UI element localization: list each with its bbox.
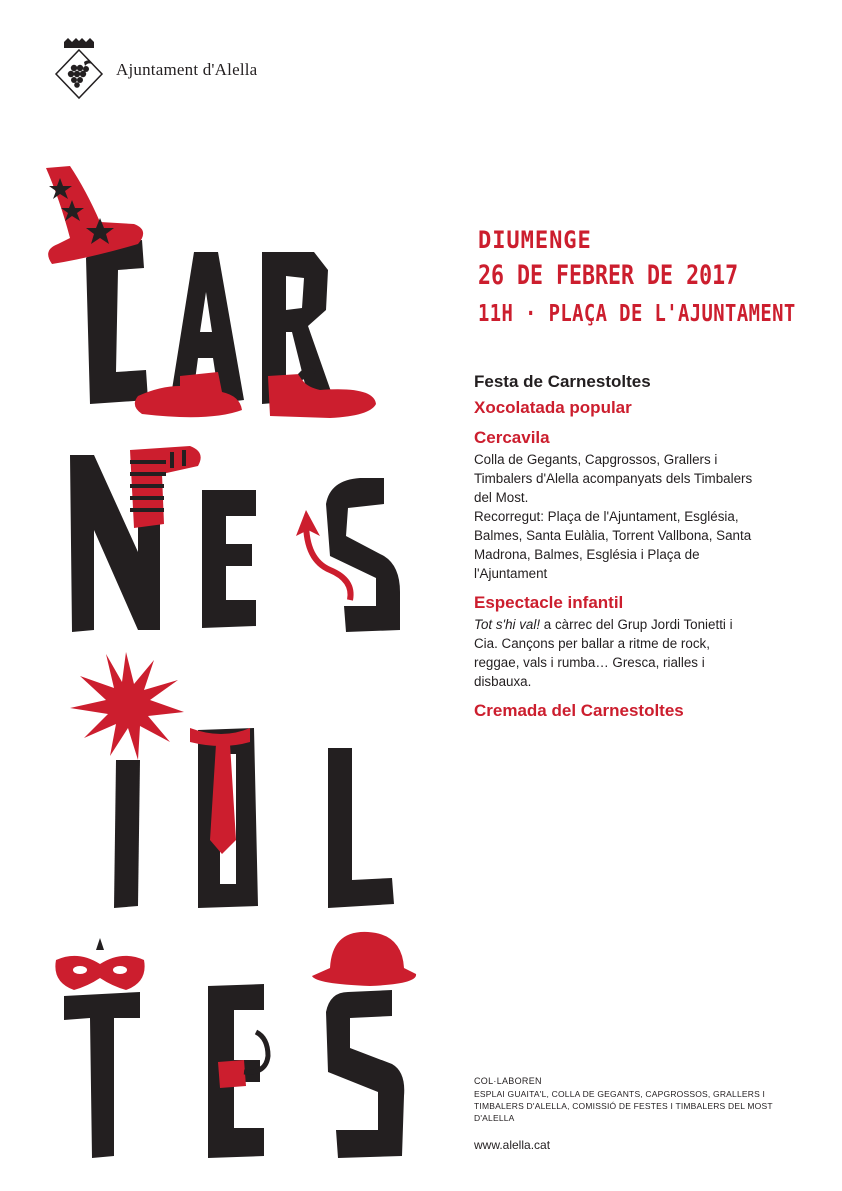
letter-e-2: [202, 490, 256, 628]
letter-l-3: [328, 748, 394, 908]
red-star-burst-icon: [70, 652, 184, 760]
program-item-title: Cercavila: [474, 428, 550, 447]
letter-c-1: [86, 240, 148, 404]
show-title: Tot s'hi val!: [474, 617, 541, 632]
event-date: 26 DE FEBRER DE 2017: [478, 260, 739, 291]
program-item-text: Colla de Gegants, Capgrossos, Grallers i Timbalers d'Alella acompanyats dels Timbalers del Most. Recorregut: Plaça de l'Ajuntament, Església, Balmes, Santa Eulàlia, Torrent Vallbona, Santa Madrona, Balmes, Església i Plaça de l'Ajuntament: [474, 452, 753, 581]
org-name: Ajuntament d'Alella: [116, 60, 258, 79]
event-day: DIUMENGE: [478, 226, 592, 254]
bowler-hat-icon: [312, 932, 416, 986]
collaborators-label: COL·LABOREN: [474, 1076, 542, 1086]
program-item-title: Cremada del Carnestoltes: [474, 701, 684, 720]
red-shoes-icon: [135, 367, 376, 418]
website-link[interactable]: www.alella.cat: [474, 1138, 551, 1152]
program: [474, 372, 814, 723]
program-heading: Festa de Carnestoltes: [474, 372, 651, 391]
letter-s-4: [326, 990, 404, 1158]
municipal-crest-icon: [54, 38, 104, 100]
letter-s-2: [326, 478, 400, 632]
letter-t-3: [114, 760, 140, 908]
program-item-title: Xocolatada popular: [474, 398, 632, 417]
carnival-mask-icon: [55, 938, 144, 990]
program-item-text: Tot s'hi val! a càrrec del Grup Jordi Tonietti i Cia. Cançons per ballar a ritme de rock, reggae, vals i rumba… Gresca, rialles i disbauxa.: [474, 617, 733, 689]
carnestoltes-title-art: [30, 160, 430, 1160]
footer: [474, 1076, 804, 1152]
collaborators-list: ESPLAI GUAITA'L, COLLA DE GEGANTS, CAPGROSSOS, GRALLERS I TIMBALERS D'ALELLA, COMISSIÓ DE FESTES I TIMBALERS DEL MOST D'ALELLA: [474, 1089, 773, 1123]
event-time-place: 11H · PLAÇA DE L'AJUNTAMENT: [478, 301, 796, 327]
striped-sock-icon: [130, 446, 201, 528]
program-item-title: Espectacle infantil: [474, 593, 624, 612]
letter-t-4: [64, 992, 140, 1158]
